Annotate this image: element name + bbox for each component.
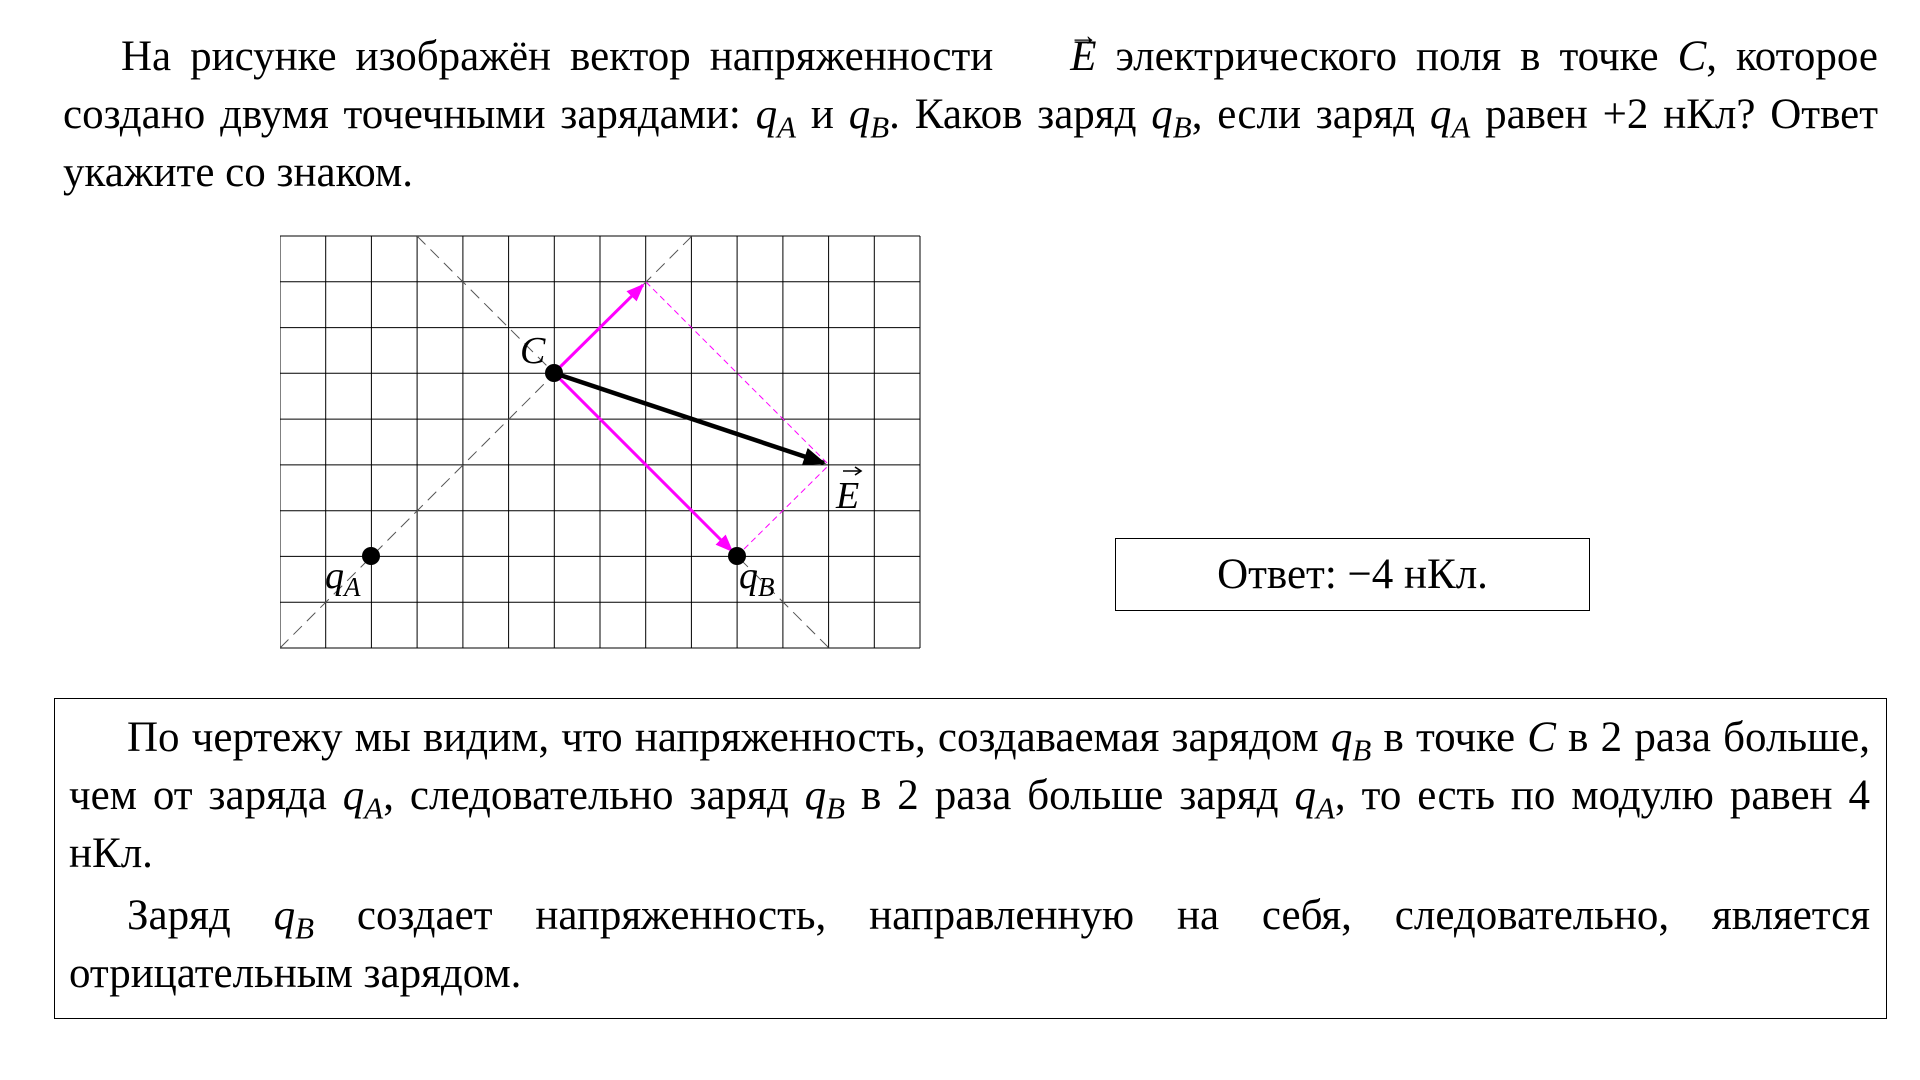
charge-qb-symbol: $q_B$ xyxy=(1151,91,1192,145)
problem-statement xyxy=(63,28,1878,202)
field-diagram xyxy=(280,233,930,653)
charge-qb-symbol: $q_B$ xyxy=(848,91,890,145)
point-c-symbol: C xyxy=(1527,714,1556,761)
label-e xyxy=(835,467,861,517)
label-c: C xyxy=(520,330,546,372)
component-vector-from-qa xyxy=(554,285,643,373)
svg-text:E: E xyxy=(836,475,860,517)
charge-qa-symbol: $q_A$ xyxy=(1294,772,1335,826)
solution-box xyxy=(54,698,1887,1019)
label-qa: $q_A$ xyxy=(325,555,361,602)
charge-qa-symbol: $q_A$ xyxy=(755,91,797,145)
solution-paragraph-2: Заряд $q_B$ создает напряженность, направленную на себя, следовательно, является отрицательным зарядом. xyxy=(69,892,1870,997)
answer-box xyxy=(1115,538,1590,611)
answer-text: Ответ: −4 нКл. xyxy=(1217,551,1488,598)
vector-e-symbol: → E xyxy=(1012,28,1096,86)
grid xyxy=(280,236,920,648)
charge-qa-symbol: $q_A$ xyxy=(1429,91,1471,145)
charge-qb-symbol: $q_B$ xyxy=(273,892,315,946)
solution-paragraph-1: По чертежу мы видим, что напряженность, создаваемая зарядом $q_B$ в точке C в 2 раза больше, чем от заряда $q_A$, следовательно заряд $q_B$ в 2 раза больше заряд $q_A$, то есть по модулю равен 4 нКл. xyxy=(69,714,1870,877)
charge-qb-symbol: $q_B$ xyxy=(1330,714,1372,768)
label-qb: $q_B$ xyxy=(739,555,775,602)
field-vector-e xyxy=(554,373,824,463)
charge-qa-symbol: $q_A$ xyxy=(342,772,384,826)
point-c xyxy=(545,364,563,382)
problem-paragraph: На рисунке изображён вектор напряженности → E электрического поля в точке C, которое создано двумя точечными зарядами: $q_A$ и $q_B$. Каков заряд $q_B$, если заряд $q_A$ равен +2 нКл? Ответ укажите со знаком. xyxy=(63,28,1878,202)
point-c-symbol: C xyxy=(1677,33,1707,80)
component-vector-to-qb xyxy=(554,373,732,551)
charge-qb-symbol: $q_B$ xyxy=(804,772,846,826)
charge-qa-dot xyxy=(362,547,380,565)
